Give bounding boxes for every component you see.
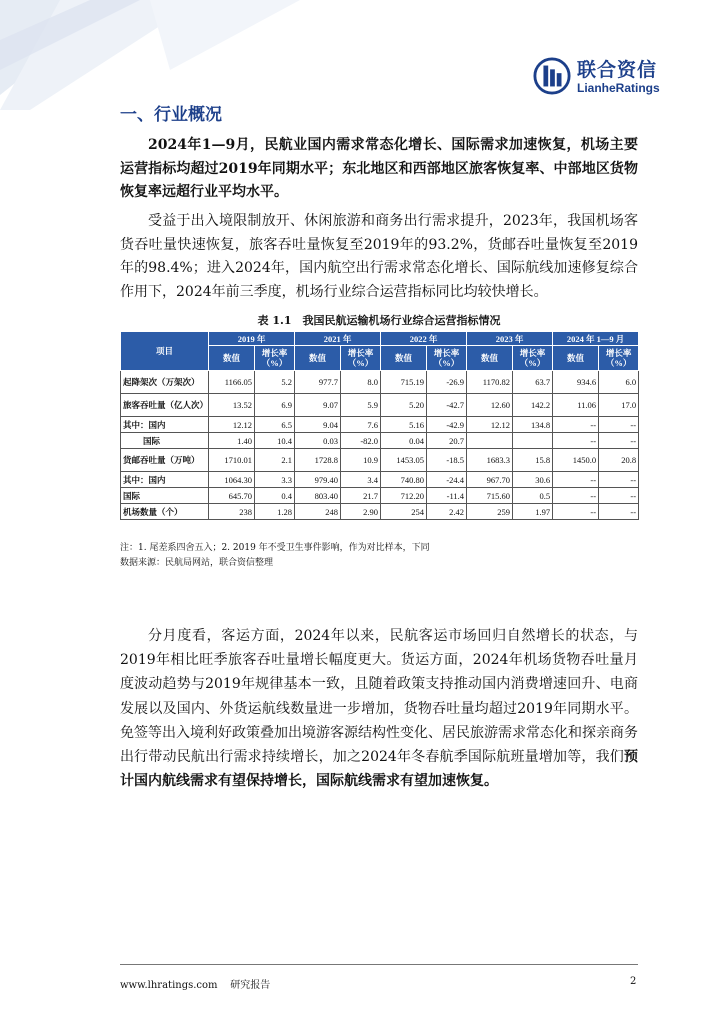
value-cell: 715.60 (467, 488, 513, 504)
growth-cell: 1.97 (513, 504, 553, 520)
value-cell: 238 (209, 504, 255, 520)
value-cell: 9.04 (295, 417, 341, 433)
growth-cell: -26.9 (427, 371, 467, 394)
growth-cell: 6.9 (255, 394, 295, 417)
table-row (121, 433, 639, 449)
value-cell: 712.20 (381, 488, 427, 504)
paragraph3-conclusion: 预计国内航线需求有望保持增长，国际航线需求有望加速恢复。 (120, 749, 638, 790)
value-cell: 254 (381, 504, 427, 520)
growth-header: 增长率（%） (427, 346, 467, 371)
table-row (121, 504, 639, 520)
growth-cell: 10.9 (341, 449, 381, 472)
growth-cell: 17.0 (599, 394, 639, 417)
value-cell: 1064.30 (209, 472, 255, 488)
table-notes (120, 541, 430, 571)
value-cell: 934.6 (553, 371, 599, 394)
value-cell: 11.06 (553, 394, 599, 417)
growth-cell: 20.7 (427, 433, 467, 449)
growth-cell: 15.8 (513, 449, 553, 472)
footer-divider (120, 964, 638, 965)
item-header: 项目 (121, 332, 209, 371)
table-row (121, 371, 639, 394)
growth-cell: -- (599, 504, 639, 520)
value-cell: 715.19 (381, 371, 427, 394)
operating-indicators-table (120, 331, 639, 520)
growth-cell: -- (599, 433, 639, 449)
page-number: 2 (630, 976, 637, 987)
growth-cell: 8.0 (341, 371, 381, 394)
row-label: 其中：国内 (121, 417, 209, 433)
value-cell: 5.20 (381, 394, 427, 417)
footer-doc-type: 研究报告 (230, 980, 271, 991)
row-label: 旅客吞吐量（亿人次） (121, 394, 209, 417)
table-note: 注：1. 尾差系四舍五入；2. 2019 年不受卫生事件影响，作为对比样本，下同 (120, 543, 430, 553)
value-cell: 645.70 (209, 488, 255, 504)
growth-header: 增长率（%） (513, 346, 553, 371)
section-title: 一、行业概况 (120, 105, 222, 125)
intro-summary-paragraph: 2024年1—9月，民航业国内需求常态化增长、国际需求加速恢复，机场主要运营指标均超过2019年同期水平；东北地区和西部地区旅客恢复率、中部地区货物恢复率远超行业平均水平。 (120, 137, 638, 200)
growth-cell: 7.6 (341, 417, 381, 433)
value-cell: 0.03 (295, 433, 341, 449)
growth-cell: -- (599, 488, 639, 504)
table-row (121, 417, 639, 433)
value-header: 数值 (295, 346, 341, 371)
row-label: 国际 (121, 433, 209, 449)
growth-cell: 21.7 (341, 488, 381, 504)
year-header: 2021 年 (295, 332, 381, 346)
growth-cell: 0.5 (513, 488, 553, 504)
footer-website: www.lhratings.com (120, 980, 218, 991)
table-row (121, 449, 639, 472)
growth-cell: -18.5 (427, 449, 467, 472)
row-label: 国际 (121, 488, 209, 504)
year-header: 2019 年 (209, 332, 295, 346)
value-cell: 979.40 (295, 472, 341, 488)
growth-cell: 2.90 (341, 504, 381, 520)
year-header: 2024 年 1—9 月 (553, 332, 639, 346)
growth-cell: 2.1 (255, 449, 295, 472)
table-source: 数据来源：民航局网站，联合资信整理 (120, 558, 274, 568)
growth-cell: 3.4 (341, 472, 381, 488)
value-cell: 1166.05 (209, 371, 255, 394)
table-row (121, 394, 639, 417)
value-cell: 259 (467, 504, 513, 520)
value-header: 数值 (209, 346, 255, 371)
growth-cell (513, 433, 553, 449)
growth-cell: 30.6 (513, 472, 553, 488)
value-cell (467, 433, 513, 449)
value-header: 数值 (553, 346, 599, 371)
value-cell: 977.7 (295, 371, 341, 394)
value-cell: 740.80 (381, 472, 427, 488)
growth-cell: 134.8 (513, 417, 553, 433)
growth-cell: 5.9 (341, 394, 381, 417)
table-row (121, 472, 639, 488)
value-cell: 803.40 (295, 488, 341, 504)
value-cell: -- (553, 472, 599, 488)
header-decoration (0, 0, 300, 110)
value-cell: 5.16 (381, 417, 427, 433)
growth-cell: 1.28 (255, 504, 295, 520)
table-body (121, 371, 639, 520)
table-row (121, 488, 639, 504)
value-cell: 248 (295, 504, 341, 520)
growth-cell: -11.4 (427, 488, 467, 504)
growth-cell: -24.4 (427, 472, 467, 488)
growth-cell: -- (599, 472, 639, 488)
footer-left (120, 976, 270, 991)
brand-name-en: LianheRatings (577, 81, 660, 95)
year-header: 2022 年 (381, 332, 467, 346)
body-paragraph-2: 受益于出入境限制放开、休闲旅游和商务出行需求提升，2023年，我国机场客货吞吐量快速恢复，旅客吞吐量恢复至2019年的93.2%，货邮吞吐量恢复至2019年的98.4%；进入2024年，国内航空出行需求常态化增长、国际航线加速修复综合作用下，2024年前三季度，机场行业综合运营指标同比均较快增长。 (120, 213, 638, 300)
row-label: 货邮吞吐量（万吨） (121, 449, 209, 472)
growth-cell: 5.2 (255, 371, 295, 394)
row-label: 起降架次（万架次） (121, 371, 209, 394)
value-header: 数值 (381, 346, 427, 371)
growth-cell: 2.42 (427, 504, 467, 520)
growth-cell: -- (599, 417, 639, 433)
growth-cell: -42.7 (427, 394, 467, 417)
value-cell: 0.04 (381, 433, 427, 449)
growth-cell: -42.9 (427, 417, 467, 433)
value-cell: 1.40 (209, 433, 255, 449)
growth-header: 增长率（%） (255, 346, 295, 371)
value-cell: 13.52 (209, 394, 255, 417)
value-cell: 1450.0 (553, 449, 599, 472)
value-cell: 1710.01 (209, 449, 255, 472)
growth-cell: 20.8 (599, 449, 639, 472)
value-cell: 12.60 (467, 394, 513, 417)
growth-header: 增长率（%） (599, 346, 639, 371)
growth-cell: -82.0 (341, 433, 381, 449)
value-cell: 12.12 (209, 417, 255, 433)
growth-cell: 6.5 (255, 417, 295, 433)
growth-cell: 63.7 (513, 371, 553, 394)
row-label: 机场数量（个） (121, 504, 209, 520)
row-label: 其中：国内 (121, 472, 209, 488)
value-header: 数值 (467, 346, 513, 371)
growth-cell: 3.3 (255, 472, 295, 488)
value-cell: 9.07 (295, 394, 341, 417)
value-cell: -- (553, 417, 599, 433)
value-cell: 1728.8 (295, 449, 341, 472)
brand-name-cn: 联合资信 (577, 59, 658, 81)
value-cell: -- (553, 488, 599, 504)
value-cell: 1453.05 (381, 449, 427, 472)
growth-header: 增长率（%） (341, 346, 381, 371)
growth-cell: 0.4 (255, 488, 295, 504)
value-cell: -- (553, 504, 599, 520)
paragraph3-text: 分月度看，客运方面，2024年以来，民航客运市场回归自然增长的状态，与2019年相比旺季旅客吞吐量增长幅度更大。货运方面，2024年机场货物吞吐量月度波动趋势与2019年规律基本一致，且随着政策支持推动国内消费增速回升、电商发展以及国内、外货运航线数量进一步增加，货物吞吐量均超过2019年同期水平。免签等出入境利好政策叠加出境游客源结构性变化、居民旅游需求常态化和探亲商务出行带动民航出行需求持续增长，加之2024年冬春航季国际航班量增加等，我们 (120, 628, 638, 766)
growth-cell: 10.4 (255, 433, 295, 449)
table-title: 表 1.1 我国民航运输机场行业综合运营指标情况 (257, 314, 501, 327)
logo-mark-icon (533, 57, 571, 95)
value-cell: 12.12 (467, 417, 513, 433)
value-cell: -- (553, 433, 599, 449)
growth-cell: 6.0 (599, 371, 639, 394)
growth-cell: 142.2 (513, 394, 553, 417)
body-paragraph-3 (120, 624, 638, 793)
value-cell: 1170.82 (467, 371, 513, 394)
value-cell: 1683.3 (467, 449, 513, 472)
value-cell: 967.70 (467, 472, 513, 488)
year-header: 2023 年 (467, 332, 553, 346)
